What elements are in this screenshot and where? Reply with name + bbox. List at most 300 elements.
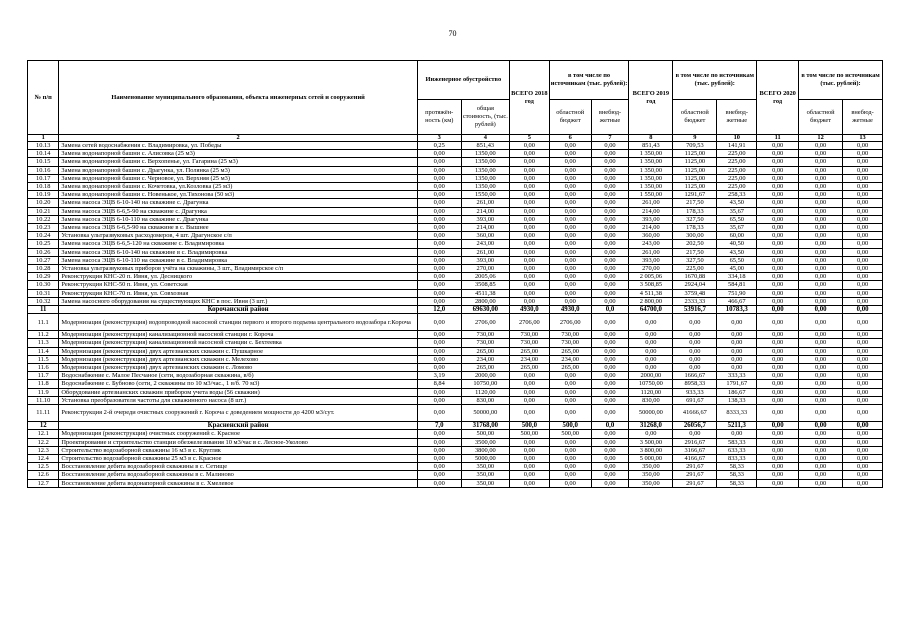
value-cell: 1125,00 bbox=[673, 150, 717, 158]
value-cell: 0,00 bbox=[509, 142, 549, 150]
object-name: Замена насоса ЭЦВ 6-6,5-90 на скважине в с. Вышнее bbox=[59, 224, 417, 232]
value-cell: 202,50 bbox=[673, 240, 717, 248]
value-cell: 0,00 bbox=[509, 454, 549, 462]
value-cell: 0,00 bbox=[591, 150, 629, 158]
value-cell: 0,00 bbox=[843, 388, 883, 396]
object-name: Установка ультразвуковых расходомеров, 4 шт. Драгунское с/п bbox=[59, 232, 417, 240]
value-cell: 0,00 bbox=[757, 273, 799, 281]
value-cell: 500,00 bbox=[549, 430, 591, 438]
value-cell: 0,00 bbox=[757, 388, 799, 396]
value-cell: 633,33 bbox=[717, 446, 757, 454]
value-cell: 0,00 bbox=[757, 166, 799, 174]
object-name: Замена насосного оборудования на существующих КНС в пос. Ивня (3 шт.) bbox=[59, 297, 417, 305]
value-cell: 0,00 bbox=[417, 150, 461, 158]
value-cell: 0,00 bbox=[799, 232, 843, 240]
value-cell: 1125,00 bbox=[673, 183, 717, 191]
value-cell: 0,00 bbox=[843, 256, 883, 264]
value-cell: 0,00 bbox=[757, 430, 799, 438]
value-cell: 2000,00 bbox=[629, 372, 673, 380]
value-cell: 0,00 bbox=[757, 265, 799, 273]
row-number: 12.7 bbox=[28, 479, 59, 487]
value-cell: 4930,0 bbox=[509, 306, 549, 314]
value-cell: 333,33 bbox=[717, 372, 757, 380]
value-cell: 0,00 bbox=[417, 240, 461, 248]
object-name: Модернизация (реконструкция) канализационной насосной станции с. Бехтеевка bbox=[59, 339, 417, 347]
value-cell: 583,33 bbox=[717, 438, 757, 446]
value-cell: 0,00 bbox=[417, 471, 461, 479]
table-row bbox=[28, 388, 883, 396]
value-cell: 334,18 bbox=[717, 273, 757, 281]
header-extrabudget-2018: внебюд-жетные bbox=[591, 100, 629, 135]
value-cell: 0,00 bbox=[417, 396, 461, 404]
value-cell: 0,00 bbox=[591, 347, 629, 355]
table-row bbox=[28, 380, 883, 388]
value-cell: 1 350,00 bbox=[629, 166, 673, 174]
value-cell: 0,00 bbox=[757, 158, 799, 166]
header-regional-2020: областной бюджет bbox=[799, 100, 843, 135]
value-cell: 0,00 bbox=[757, 364, 799, 372]
value-cell: 0,00 bbox=[629, 430, 673, 438]
value-cell: 0,00 bbox=[591, 438, 629, 446]
value-cell: 0,00 bbox=[509, 248, 549, 256]
value-cell: 291,67 bbox=[673, 479, 717, 487]
table-row bbox=[28, 174, 883, 182]
row-number: 11.1 bbox=[28, 314, 59, 331]
value-cell: 584,81 bbox=[717, 281, 757, 289]
row-number: 11.11 bbox=[28, 405, 59, 422]
value-cell: 0,0 bbox=[591, 422, 629, 430]
table-row bbox=[28, 224, 883, 232]
value-cell: 0,00 bbox=[799, 388, 843, 396]
value-cell: 0,00 bbox=[417, 273, 461, 281]
value-cell: 0,00 bbox=[757, 297, 799, 305]
value-cell: 0,00 bbox=[799, 199, 843, 207]
object-name: Установка ультразвуковых приборов учёта на скважины, 3 шт., Владимирское с/п bbox=[59, 265, 417, 273]
value-cell: 0,00 bbox=[717, 314, 757, 331]
table-row bbox=[28, 438, 883, 446]
table-row bbox=[28, 430, 883, 438]
value-cell: 0,00 bbox=[509, 224, 549, 232]
object-name: Реконструкция КНС-70 п. Ивня, ул. Совхозная bbox=[59, 289, 417, 297]
value-cell: 0,00 bbox=[417, 174, 461, 182]
value-cell: 0,00 bbox=[509, 438, 549, 446]
object-name: Строительство водозаборной скважины 16 м3 в с. Кругляк bbox=[59, 446, 417, 454]
value-cell: 2333,33 bbox=[673, 297, 717, 305]
row-number: 11.6 bbox=[28, 364, 59, 372]
value-cell: 0,00 bbox=[549, 463, 591, 471]
table-row bbox=[28, 297, 883, 305]
value-cell: 1125,00 bbox=[673, 174, 717, 182]
value-cell: 0,00 bbox=[417, 454, 461, 462]
value-cell: 0,00 bbox=[757, 314, 799, 331]
value-cell: 0,00 bbox=[591, 191, 629, 199]
value-cell: 350,00 bbox=[461, 471, 509, 479]
value-cell: 0,00 bbox=[717, 331, 757, 339]
value-cell: 3,19 bbox=[417, 372, 461, 380]
value-cell: 12,0 bbox=[417, 306, 461, 314]
value-cell: 261,00 bbox=[461, 248, 509, 256]
row-number: 10.17 bbox=[28, 174, 59, 182]
col-number: 8 bbox=[629, 135, 673, 142]
value-cell: 0,00 bbox=[417, 224, 461, 232]
value-cell: 0,00 bbox=[417, 314, 461, 331]
value-cell: 0,00 bbox=[799, 372, 843, 380]
value-cell: 8958,33 bbox=[673, 380, 717, 388]
value-cell: 0,00 bbox=[757, 207, 799, 215]
value-cell: 0,00 bbox=[843, 224, 883, 232]
value-cell: 0,00 bbox=[757, 224, 799, 232]
row-number: 12.1 bbox=[28, 430, 59, 438]
value-cell: 0,00 bbox=[843, 380, 883, 388]
value-cell: 0,00 bbox=[799, 396, 843, 404]
value-cell: 300,00 bbox=[673, 232, 717, 240]
table-row bbox=[28, 240, 883, 248]
value-cell: 0,00 bbox=[417, 215, 461, 223]
value-cell: 0,00 bbox=[799, 306, 843, 314]
value-cell: 0,00 bbox=[799, 248, 843, 256]
object-name: Корочанский район bbox=[59, 306, 417, 314]
value-cell: 214,00 bbox=[629, 224, 673, 232]
value-cell: 0,00 bbox=[843, 396, 883, 404]
value-cell: 0,00 bbox=[843, 240, 883, 248]
value-cell: 0,00 bbox=[799, 430, 843, 438]
value-cell: 0,00 bbox=[509, 174, 549, 182]
value-cell: 0,00 bbox=[591, 289, 629, 297]
value-cell: 0,00 bbox=[799, 273, 843, 281]
value-cell: 0,00 bbox=[591, 174, 629, 182]
value-cell: 0,00 bbox=[757, 142, 799, 150]
value-cell: 0,00 bbox=[591, 232, 629, 240]
value-cell: 0,00 bbox=[757, 183, 799, 191]
value-cell: 217,50 bbox=[673, 199, 717, 207]
value-cell: 0,00 bbox=[549, 446, 591, 454]
value-cell: 0,00 bbox=[417, 463, 461, 471]
value-cell: 0,00 bbox=[417, 339, 461, 347]
value-cell: 0,00 bbox=[843, 479, 883, 487]
value-cell: 2800,00 bbox=[461, 297, 509, 305]
value-cell: 730,00 bbox=[509, 331, 549, 339]
value-cell: 0,00 bbox=[799, 405, 843, 422]
value-cell: 3 800,00 bbox=[629, 446, 673, 454]
value-cell: 0,00 bbox=[417, 191, 461, 199]
value-cell: 0,00 bbox=[549, 207, 591, 215]
value-cell: 0,00 bbox=[843, 446, 883, 454]
object-name: Модернизация (реконструкция) двух артезианских скважин с. Ломово bbox=[59, 364, 417, 372]
value-cell: 0,00 bbox=[757, 438, 799, 446]
value-cell: 3 508,85 bbox=[629, 281, 673, 289]
value-cell: 0,00 bbox=[757, 446, 799, 454]
value-cell: 0,00 bbox=[509, 281, 549, 289]
value-cell: 8,84 bbox=[417, 380, 461, 388]
value-cell: 0,00 bbox=[629, 339, 673, 347]
value-cell: 0,00 bbox=[591, 240, 629, 248]
value-cell: 0,00 bbox=[757, 463, 799, 471]
value-cell: 709,53 bbox=[673, 142, 717, 150]
value-cell: 0,00 bbox=[717, 355, 757, 363]
value-cell: 0,00 bbox=[591, 248, 629, 256]
value-cell: 0,00 bbox=[843, 430, 883, 438]
value-cell: 2706,00 bbox=[509, 314, 549, 331]
value-cell: 50000,00 bbox=[461, 405, 509, 422]
object-name: Замена насоса ЭЦВ 6-10-140 на скважине в с. Владимировка bbox=[59, 248, 417, 256]
table-row bbox=[28, 142, 883, 150]
value-cell: 0,00 bbox=[799, 471, 843, 479]
value-cell: 0,00 bbox=[843, 405, 883, 422]
object-name: Модернизация (реконструкция) очистных сооружений с. Красное bbox=[59, 430, 417, 438]
object-name: Строительство водозаборной скважины 25 м3 в с. Красное bbox=[59, 454, 417, 462]
value-cell: 291,67 bbox=[673, 463, 717, 471]
value-cell: 830,00 bbox=[461, 396, 509, 404]
value-cell: 0,00 bbox=[417, 331, 461, 339]
value-cell: 0,00 bbox=[757, 256, 799, 264]
value-cell: 0,00 bbox=[799, 265, 843, 273]
object-name: Замена водонапорной башни с. Драгунка, ул. Полянка (25 м3) bbox=[59, 166, 417, 174]
row-number: 10.25 bbox=[28, 240, 59, 248]
value-cell: 31268,0 bbox=[629, 422, 673, 430]
value-cell: 138,33 bbox=[717, 396, 757, 404]
value-cell: 0,00 bbox=[417, 297, 461, 305]
value-cell: 0,00 bbox=[509, 215, 549, 223]
value-cell: 0,00 bbox=[549, 150, 591, 158]
value-cell: 270,00 bbox=[629, 265, 673, 273]
value-cell: 0,00 bbox=[799, 314, 843, 331]
col-number: 1 bbox=[28, 135, 59, 142]
value-cell: 0,00 bbox=[591, 355, 629, 363]
value-cell: 0,00 bbox=[757, 396, 799, 404]
value-cell: 234,00 bbox=[509, 355, 549, 363]
table-row bbox=[28, 289, 883, 297]
value-cell: 0,00 bbox=[509, 166, 549, 174]
value-cell: 0,00 bbox=[549, 438, 591, 446]
value-cell: 0,00 bbox=[799, 347, 843, 355]
header-sources-2018: в том числе по источникам (тыс. рублей): bbox=[549, 61, 629, 100]
header-total-2020: ВСЕГО 2020 год bbox=[757, 61, 799, 135]
value-cell: 1 350,00 bbox=[629, 174, 673, 182]
value-cell: 0,00 bbox=[799, 297, 843, 305]
value-cell: 45,00 bbox=[717, 265, 757, 273]
value-cell: 0,00 bbox=[591, 396, 629, 404]
value-cell: 0,00 bbox=[509, 479, 549, 487]
value-cell: 214,00 bbox=[461, 207, 509, 215]
table-row bbox=[28, 471, 883, 479]
value-cell: 0,00 bbox=[549, 471, 591, 479]
value-cell: 0,00 bbox=[843, 142, 883, 150]
value-cell: 0,00 bbox=[509, 256, 549, 264]
value-cell: 0,00 bbox=[417, 347, 461, 355]
col-number: 6 bbox=[549, 135, 591, 142]
value-cell: 0,00 bbox=[591, 207, 629, 215]
value-cell: 327,50 bbox=[673, 256, 717, 264]
object-name: Модернизация (реконструкция) канализационной насосной станции г. Короча bbox=[59, 331, 417, 339]
row-number: 10.30 bbox=[28, 281, 59, 289]
value-cell: 0,00 bbox=[843, 331, 883, 339]
value-cell: 0,00 bbox=[549, 183, 591, 191]
value-cell: 0,00 bbox=[417, 232, 461, 240]
object-name: Замена водонапорной башни с. Кочетовка, ул.Козловка (25 м3) bbox=[59, 183, 417, 191]
value-cell: 0,00 bbox=[757, 232, 799, 240]
object-name: Восстановление дебита водонапорной скважины в с. Хмелевое bbox=[59, 479, 417, 487]
value-cell: 0,00 bbox=[843, 265, 883, 273]
object-name: Модернизация (реконструкция) водопроводной насосной станции первого и второго подъема центрального водозабора г.Короча bbox=[59, 314, 417, 331]
value-cell: 35,67 bbox=[717, 224, 757, 232]
value-cell: 0,00 bbox=[509, 380, 549, 388]
table-row bbox=[28, 158, 883, 166]
value-cell: 0,00 bbox=[757, 422, 799, 430]
value-cell: 0,00 bbox=[757, 471, 799, 479]
table-row bbox=[28, 347, 883, 355]
value-cell: 4930,0 bbox=[549, 306, 591, 314]
header-sources-2019: в том числе по источникам (тыс. рублей): bbox=[673, 61, 757, 100]
table-row bbox=[28, 372, 883, 380]
value-cell: 31768,00 bbox=[461, 422, 509, 430]
value-cell: 0,00 bbox=[509, 191, 549, 199]
value-cell: 0,00 bbox=[591, 183, 629, 191]
table-row bbox=[28, 183, 883, 191]
value-cell: 0,00 bbox=[549, 199, 591, 207]
value-cell: 0,00 bbox=[757, 405, 799, 422]
value-cell: 0,00 bbox=[757, 191, 799, 199]
value-cell: 58,33 bbox=[717, 463, 757, 471]
value-cell: 0,00 bbox=[549, 191, 591, 199]
value-cell: 1 350,00 bbox=[629, 158, 673, 166]
value-cell: 0,00 bbox=[799, 215, 843, 223]
row-number: 10.18 bbox=[28, 183, 59, 191]
object-name: Восстановление дебита водозаборной скважины в с. Сетище bbox=[59, 463, 417, 471]
value-cell: 0,00 bbox=[591, 158, 629, 166]
object-name: Красненский район bbox=[59, 422, 417, 430]
value-cell: 0,00 bbox=[591, 314, 629, 331]
object-name: Замена водонапорной башни с. Верхопенье, ул. Гагарина (25 м3) bbox=[59, 158, 417, 166]
value-cell: 0,00 bbox=[549, 396, 591, 404]
value-cell: 0,00 bbox=[629, 355, 673, 363]
value-cell: 26056,7 bbox=[673, 422, 717, 430]
value-cell: 0,00 bbox=[629, 347, 673, 355]
value-cell: 2000,00 bbox=[461, 372, 509, 380]
object-name: Модернизация (реконструкция) двух артезианских скважин с. Мелехово bbox=[59, 355, 417, 363]
value-cell: 0,00 bbox=[509, 297, 549, 305]
value-cell: 851,43 bbox=[629, 142, 673, 150]
header-sources-2020: в том числе по источникам (тыс. рублей): bbox=[799, 61, 883, 100]
value-cell: 0,00 bbox=[591, 364, 629, 372]
value-cell: 1550,00 bbox=[461, 191, 509, 199]
value-cell: 500,0 bbox=[509, 422, 549, 430]
col-number: 4 bbox=[461, 135, 509, 142]
table-row bbox=[28, 273, 883, 281]
value-cell: 0,00 bbox=[549, 158, 591, 166]
value-cell: 0,00 bbox=[629, 331, 673, 339]
value-cell: 0,00 bbox=[843, 364, 883, 372]
row-number: 10.19 bbox=[28, 191, 59, 199]
header-total-2018: ВСЕГО 2018 год bbox=[509, 61, 549, 135]
value-cell: 933,33 bbox=[673, 388, 717, 396]
table-row bbox=[28, 364, 883, 372]
value-cell: 0,00 bbox=[799, 339, 843, 347]
value-cell: 0,00 bbox=[843, 314, 883, 331]
value-cell: 0,25 bbox=[417, 142, 461, 150]
table-row bbox=[28, 454, 883, 462]
value-cell: 0,00 bbox=[629, 364, 673, 372]
value-cell: 0,00 bbox=[757, 150, 799, 158]
value-cell: 751,90 bbox=[717, 289, 757, 297]
value-cell: 0,00 bbox=[757, 454, 799, 462]
value-cell: 265,00 bbox=[549, 347, 591, 355]
table-row bbox=[28, 446, 883, 454]
value-cell: 0,00 bbox=[591, 199, 629, 207]
col-number: 9 bbox=[673, 135, 717, 142]
value-cell: 141,91 bbox=[717, 142, 757, 150]
value-cell: 3 500,00 bbox=[629, 438, 673, 446]
value-cell: 0,00 bbox=[843, 174, 883, 182]
value-cell: 4511,38 bbox=[461, 289, 509, 297]
value-cell: 0,00 bbox=[549, 232, 591, 240]
table-row bbox=[28, 339, 883, 347]
value-cell: 2706,00 bbox=[461, 314, 509, 331]
value-cell: 0,00 bbox=[799, 355, 843, 363]
value-cell: 0,00 bbox=[509, 232, 549, 240]
value-cell: 1791,67 bbox=[717, 380, 757, 388]
col-number: 11 bbox=[757, 135, 799, 142]
table-row bbox=[28, 232, 883, 240]
value-cell: 1125,00 bbox=[673, 158, 717, 166]
value-cell: 0,00 bbox=[591, 339, 629, 347]
table-row bbox=[28, 207, 883, 215]
value-cell: 0,00 bbox=[591, 265, 629, 273]
value-cell: 0,00 bbox=[799, 207, 843, 215]
value-cell: 730,00 bbox=[549, 331, 591, 339]
value-cell: 3500,00 bbox=[461, 438, 509, 446]
value-cell: 0,00 bbox=[591, 331, 629, 339]
value-cell: 0,00 bbox=[843, 438, 883, 446]
table-row bbox=[28, 331, 883, 339]
value-cell: 0,00 bbox=[549, 142, 591, 150]
value-cell: 0,00 bbox=[591, 215, 629, 223]
value-cell: 41666,67 bbox=[673, 405, 717, 422]
value-cell: 2916,67 bbox=[673, 438, 717, 446]
table-row bbox=[28, 281, 883, 289]
value-cell: 0,00 bbox=[799, 446, 843, 454]
table-row bbox=[28, 191, 883, 199]
row-number: 12.5 bbox=[28, 463, 59, 471]
value-cell: 350,00 bbox=[461, 479, 509, 487]
value-cell: 0,00 bbox=[843, 191, 883, 199]
value-cell: 0,00 bbox=[799, 289, 843, 297]
section-row bbox=[28, 422, 883, 430]
value-cell: 0,00 bbox=[757, 281, 799, 289]
value-cell: 0,00 bbox=[799, 364, 843, 372]
value-cell: 225,00 bbox=[673, 265, 717, 273]
value-cell: 261,00 bbox=[629, 248, 673, 256]
value-cell: 0,00 bbox=[673, 339, 717, 347]
value-cell: 0,00 bbox=[799, 174, 843, 182]
row-number: 10.20 bbox=[28, 199, 59, 207]
value-cell: 0,00 bbox=[509, 273, 549, 281]
value-cell: 0,00 bbox=[549, 372, 591, 380]
value-cell: 0,00 bbox=[757, 339, 799, 347]
value-cell: 360,00 bbox=[629, 232, 673, 240]
value-cell: 500,00 bbox=[461, 430, 509, 438]
value-cell: 0,0 bbox=[591, 306, 629, 314]
value-cell: 0,00 bbox=[509, 405, 549, 422]
value-cell: 730,00 bbox=[461, 339, 509, 347]
value-cell: 0,00 bbox=[549, 289, 591, 297]
value-cell: 0,00 bbox=[509, 396, 549, 404]
object-name: Замена насоса ЭЦВ 6-10-140 на скважине с. Драгунка bbox=[59, 199, 417, 207]
value-cell: 43,50 bbox=[717, 248, 757, 256]
value-cell: 393,00 bbox=[629, 215, 673, 223]
value-cell: 0,00 bbox=[673, 347, 717, 355]
value-cell: 0,00 bbox=[799, 224, 843, 232]
value-cell: 225,00 bbox=[717, 150, 757, 158]
